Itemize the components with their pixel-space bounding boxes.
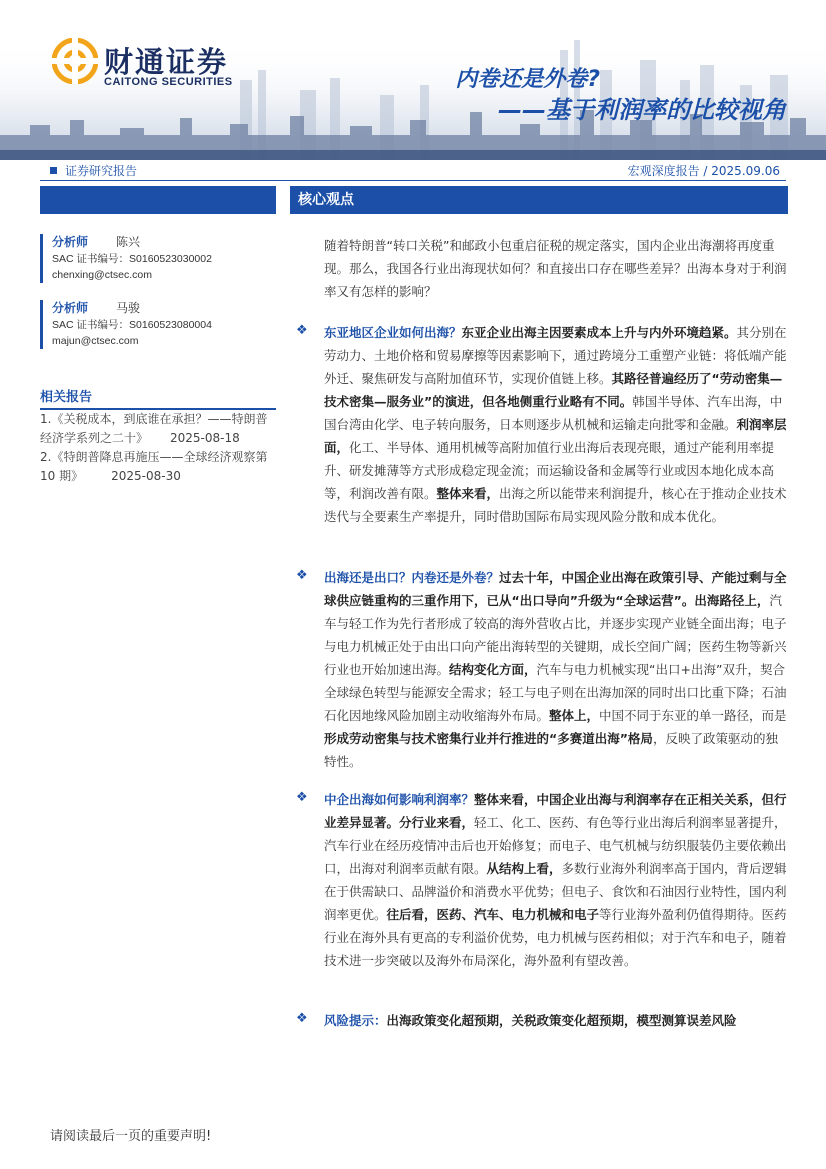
key-point-segment: 其分别在劳动力、土地价格和贸易摩擦等因素影响下，通过跨境分工重塑产业链：将低端产能外迁、聚焦研发与高附加值环节，实现价值链上移。: [324, 325, 787, 386]
key-point-segment: 整体来看，: [436, 486, 500, 501]
analyst-role: 分析师: [52, 235, 89, 249]
key-point-segment: 整体来看，中国企业出海与利润率存在正相关关系，但行业差异显著。: [324, 792, 787, 830]
sidebar-header-bar: [40, 186, 276, 214]
risk-warning-text: [324, 1009, 788, 1032]
diamond-bullet-icon: ❖: [296, 568, 308, 583]
report-title: 内卷还是外卷?: [455, 67, 600, 92]
risk-warning: [296, 1009, 788, 1032]
diamond-bullet-icon: ❖: [296, 790, 308, 805]
analyst-card: [40, 234, 276, 283]
logo-english-name: CAITONG SECURITIES: [104, 76, 233, 88]
key-point-segment: 形成劳动密集与技术密集行业并行推进的“多赛道出海”格局: [324, 731, 653, 746]
key-point-segment: 汽车与轻工作为先行者形成了较高的海外营收占比，并逐步实现产业链全面出海；电子与电力机械正处于由出口向产能出海转型的关键期，成长空间广阔；医药生物等新兴行业也开始加速出海。: [324, 593, 787, 677]
related-report-line: 10 期》: [40, 469, 84, 483]
key-point-text: [324, 321, 788, 528]
square-bullet-icon: [50, 167, 57, 174]
related-report-line: 2.《特朗普降息再施压——全球经济观察第: [40, 450, 268, 464]
analyst-cert: SAC 证书编号：S0160523030002: [52, 253, 212, 265]
key-point-segment: 出海还是出口？内卷还是外卷？: [324, 570, 500, 585]
intro-paragraph: 随着特朗普“转口关税”和邮政小包重启征税的规定落实，国内企业出海潮将再度重现。那么，我国各行业出海现状如何？和直接出口存在哪些差异？出海本身对于利润率又有怎样的影响？: [324, 238, 787, 299]
report-category-label: 证券研究报告: [65, 164, 138, 178]
analyst-role: 分析师: [52, 301, 89, 315]
key-point-segment: 东亚地区企业如何出海？: [324, 325, 462, 340]
key-point-segment: 其路径普遍经历了“劳动密集—技术密集—服务业”的演进，但各地侧重行业略有不同。: [324, 371, 783, 409]
key-point-segment: 出海之所以能带来利润提升，核心在于推动企业技术迭代与全要素生产率提升，同时借助国际布局实现风险分散和成本优化。: [324, 486, 787, 524]
key-point-segment: 等行业海外盈利仍值得期待。医药行业在海外具有更高的专利溢价优势，电力机械与医药相似；对于汽车和电子，随着技术进一步突破以及海外布局深化，海外盈利有望改善。: [324, 907, 787, 968]
key-point-segment: 过去十年，中国企业出海在政策引导、产能过剩与全球供应链重构的三重作用下，已从“出口导向”升级为“全球运营”。: [324, 570, 787, 608]
key-point: [296, 788, 788, 972]
related-report-date: 2025-08-18: [170, 431, 240, 445]
diamond-bullet-icon: ❖: [296, 1011, 308, 1026]
analyst-email[interactable]: chenxing@ctsec.com: [52, 269, 152, 281]
key-point-segment: 东亚企业出海主因要素成本上升与内外环境趋紧。: [461, 325, 737, 340]
analyst-name: 陈兴: [116, 235, 141, 249]
related-report-line: 1.《关税成本，到底谁在承担？——特朗普: [40, 412, 268, 426]
key-point-segment: 出海路径上，: [694, 593, 770, 608]
footer-disclaimer: 请阅读最后一页的重要声明!: [50, 1129, 212, 1144]
report-category: [50, 162, 137, 179]
key-point-segment: 结构变化方面，: [449, 662, 537, 677]
key-point-segment: 利润率层面，: [324, 417, 787, 455]
analyst-cert: SAC 证书编号：S0160523080004: [52, 319, 212, 331]
key-point-text: [324, 788, 788, 972]
related-reports-title: 相关报告: [40, 386, 276, 410]
subheader-row: [40, 160, 786, 181]
related-report-line: 经济学系列之二十》: [40, 431, 149, 445]
key-point-segment: 化工、半导体、通用机械等高附加值行业出海后表现亮眼，通过产能利用率提升、研发摊薄等方式形成稳定现金流；而运输设备和金属等行业或因本地化成本高等，利润改善有限。: [324, 440, 775, 501]
key-point-segment: 多数行业海外利润率高于国内，背后逻辑在于供需缺口、品牌溢价和消费水平优势；但电子、食饮和石油因行业特性，国内利润率更优。: [324, 861, 787, 922]
key-point: [296, 566, 788, 773]
analyst-name: 马骏: [116, 301, 141, 315]
key-point-segment: 往后看，医药、汽车、电力机械和电子: [386, 907, 600, 922]
company-logo: [52, 38, 252, 94]
key-point-segment: 轻工、化工、医药、有色等行业出海后利润率显著提升，汽车行业在经历疫情冲击后也开始修复；而电子、电气机械与纺织服装仍主要依赖出口，出海对利润率贡献有限。: [324, 815, 787, 876]
key-point-segment: 中企出海如何影响利润率？: [324, 792, 475, 807]
caitong-logo-icon: [52, 38, 98, 84]
related-report-item[interactable]: [40, 448, 280, 486]
key-point-segment: 分行业来看，: [399, 815, 475, 830]
diamond-bullet-icon: ❖: [296, 323, 308, 338]
key-point-segment: 出海政策变化超预期，关税政策变化超预期，模型测算误差风险: [386, 1013, 737, 1028]
section-title: 核心观点: [290, 186, 788, 214]
key-point-text: [324, 566, 788, 773]
key-point-segment: 风险提示：: [324, 1013, 387, 1028]
key-point-segment: 汽车与电力机械实现“出口+出海”双升，契合全球绿色转型与能源安全需求；轻工与电子则在出海加深的同时出口比重下降；石油石化因地缘风险加剧主动收缩海外布局。: [324, 662, 787, 723]
logo-chinese-name: 财通证券: [104, 45, 229, 79]
key-point-segment: 整体上，: [549, 708, 600, 723]
key-point-segment: 从结构上看，: [486, 861, 562, 876]
analyst-email[interactable]: majun@ctsec.com: [52, 335, 139, 347]
related-reports-list: [40, 410, 280, 486]
related-report-item[interactable]: [40, 410, 280, 448]
related-report-date: 2025-08-30: [111, 469, 181, 483]
report-type-date: 宏观深度报告 / 2025.09.06: [627, 164, 780, 178]
key-point-segment: 中国不同于东亚的单一路径，而是: [599, 708, 787, 723]
report-subtitle: ——基于利润率的比较视角: [498, 96, 786, 124]
key-point-segment: ，反映了政策驱动的独特性。: [324, 731, 778, 769]
key-point: [296, 321, 788, 528]
header-banner: [0, 0, 826, 160]
key-point-segment: 韩国半导体、汽车出海，中国台湾由化学、电子转向服务，日本则逐步从机械和运输走向批零和金融。: [324, 394, 783, 432]
analyst-card: [40, 300, 276, 349]
